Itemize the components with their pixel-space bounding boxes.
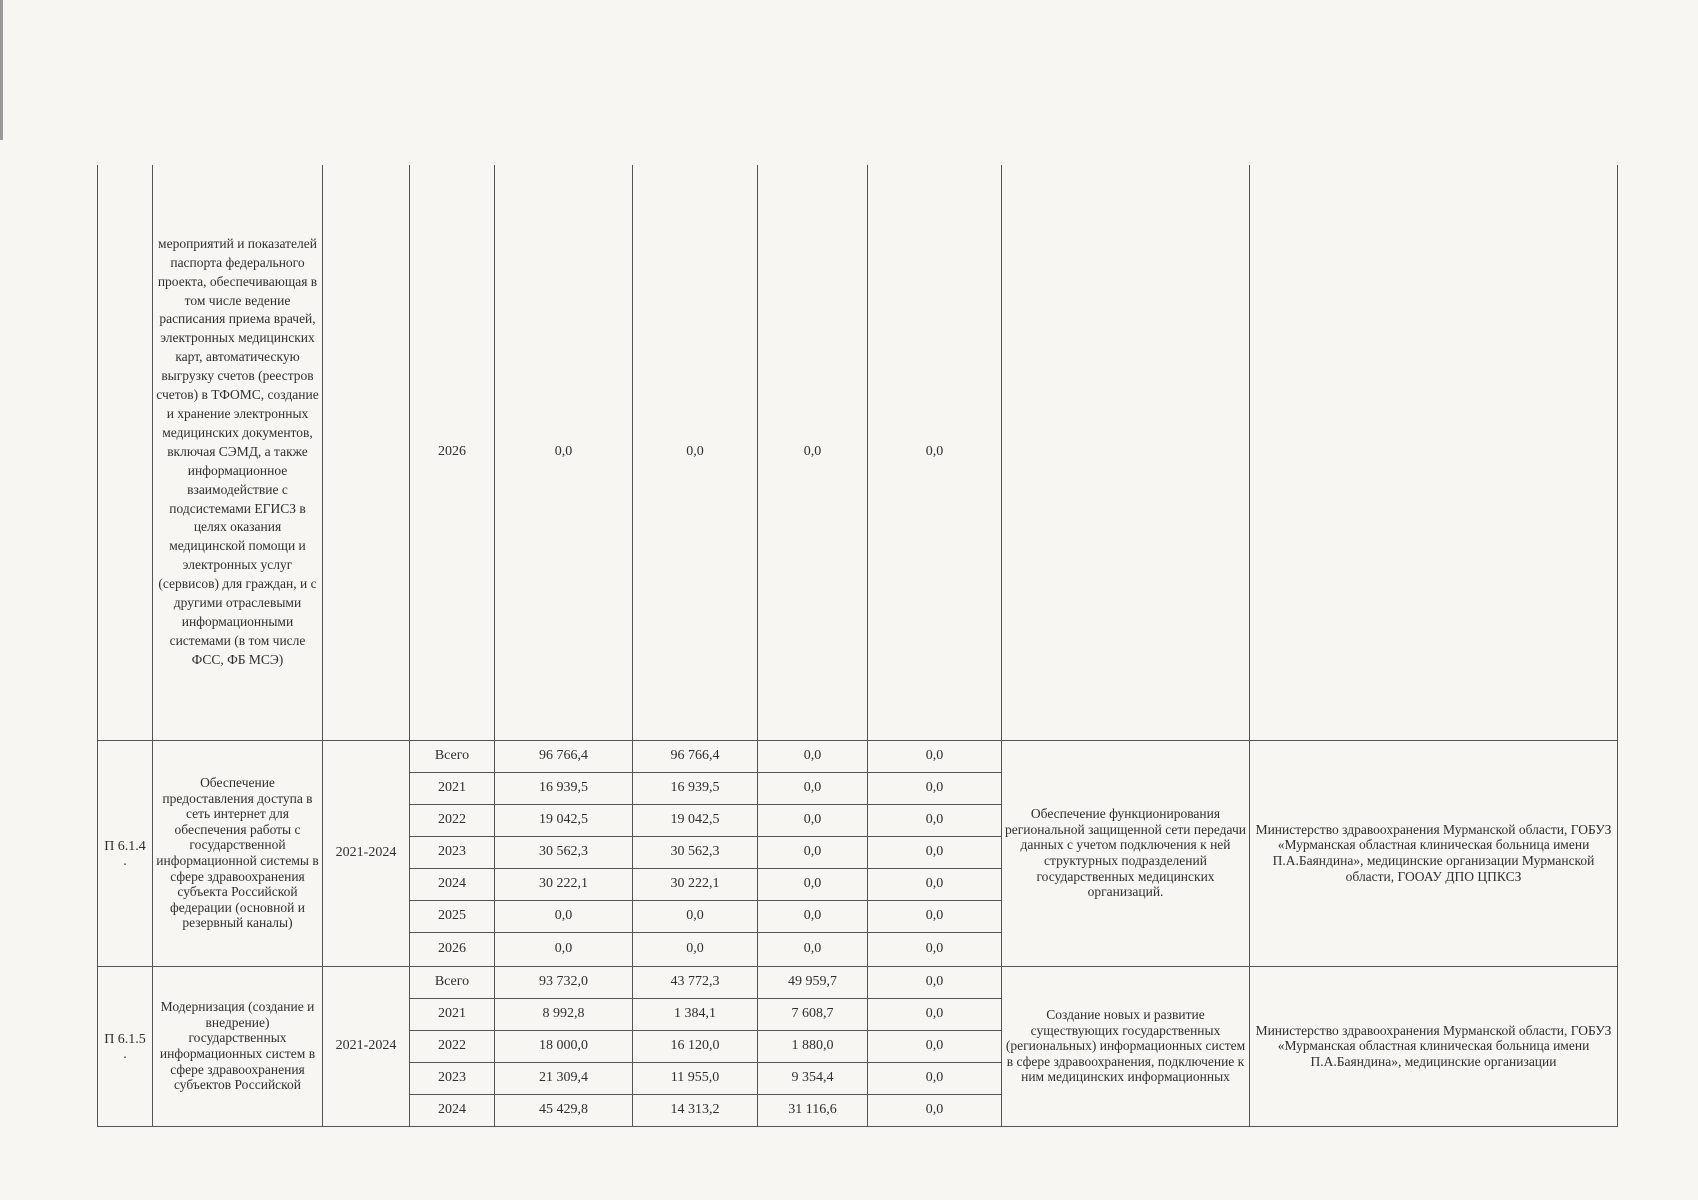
amount-total-cell: 19 042,5 (495, 804, 633, 836)
amount-col1-cell: 0,0 (633, 900, 758, 932)
measure-result-cell: Обеспечение функционирования региональной защищенной сети передачи данных с учетом подключения к ней структурных подразделений государственных медицинских организаций. (1002, 740, 1250, 966)
amount-col2-cell: 1 880,0 (758, 1030, 868, 1062)
amount-col2-cell: 9 354,4 (758, 1062, 868, 1094)
amount-col3-cell: 0,0 (868, 1030, 1002, 1062)
year-cell: Всего (410, 740, 495, 772)
amount-col1-cell: 11 955,0 (633, 1062, 758, 1094)
amount-total-cell: 30 222,1 (495, 868, 633, 900)
year-cell: Всего (410, 966, 495, 998)
year-cell: 2026 (410, 932, 495, 966)
document-sheet (97, 165, 1617, 1135)
amount-col1-cell: 16 120,0 (633, 1030, 758, 1062)
amount-col3-cell: 0,0 (868, 804, 1002, 836)
amount-total-cell: 96 766,4 (495, 740, 633, 772)
amount-col3-cell: 0,0 (868, 868, 1002, 900)
amount-col3-cell: 0,0 (868, 1062, 1002, 1094)
measure-name-cell: Модернизация (создание и внедрение) государственных информационных систем в сфере здравоохранения субъектов Российской (153, 966, 323, 1126)
code-dot: . (123, 854, 127, 869)
measure-code: П 6.1.5 (104, 1032, 146, 1047)
year-cell: 2025 (410, 900, 495, 932)
year-cell: 2026 (410, 165, 495, 740)
amount-col2-cell: 0,0 (758, 868, 868, 900)
amount-col3-cell: 0,0 (868, 1094, 1002, 1126)
executor-cell (1250, 165, 1618, 740)
code-cell (98, 165, 153, 740)
year-cell: 2022 (410, 804, 495, 836)
measure-result-cell: Создание новых и развитие существующих государственных (региональных) информационных систем в сфере здравоохранения, подключение к ним медицинских информационных (1002, 966, 1250, 1126)
amount-col3-cell: 0,0 (868, 900, 1002, 932)
code-dot: . (123, 1047, 127, 1062)
measure-executor-cell: Министерство здравоохранения Мурманской области, ГОБУЗ «Мурманская областная клиническая больница имени П.А.Баяндина», медицинские организации (1250, 966, 1618, 1126)
amount-col3-cell: 0,0 (868, 740, 1002, 772)
amount-col3-cell: 0,0 (868, 165, 1002, 740)
amount-total-cell: 93 732,0 (495, 966, 633, 998)
result-cell (1002, 165, 1250, 740)
amount-col1-cell: 30 562,3 (633, 836, 758, 868)
measure-code-cell (98, 740, 153, 966)
year-cell: 2021 (410, 772, 495, 804)
amount-total-cell: 21 309,4 (495, 1062, 633, 1094)
amount-col2-cell: 49 959,7 (758, 966, 868, 998)
measure-period-cell: 2021-2024 (323, 966, 410, 1126)
amount-col2-cell: 0,0 (758, 804, 868, 836)
year-cell: 2022 (410, 1030, 495, 1062)
amount-col1-cell: 1 384,1 (633, 998, 758, 1030)
amount-col1-cell: 16 939,5 (633, 772, 758, 804)
amount-col3-cell: 0,0 (868, 966, 1002, 998)
period-cell (323, 165, 410, 740)
measure-code: П 6.1.4 (104, 839, 146, 854)
amount-col1-cell: 19 042,5 (633, 804, 758, 836)
amount-col3-cell: 0,0 (868, 836, 1002, 868)
amount-col1-cell: 96 766,4 (633, 740, 758, 772)
amount-total-cell: 8 992,8 (495, 998, 633, 1030)
amount-col2-cell: 0,0 (758, 165, 868, 740)
amount-col1-cell: 14 313,2 (633, 1094, 758, 1126)
year-cell: 2023 (410, 836, 495, 868)
amount-total-cell: 16 939,5 (495, 772, 633, 804)
amount-col2-cell: 0,0 (758, 836, 868, 868)
amount-col1-cell: 43 772,3 (633, 966, 758, 998)
year-cell: 2023 (410, 1062, 495, 1094)
amount-col3-cell: 0,0 (868, 932, 1002, 966)
continuation-row (98, 165, 1618, 740)
measure-description-cell: мероприятий и показателей паспорта федерального проекта, обеспечивающая в том числе ведение расписания приема врачей, электронных медицинских карт, автоматическую выгрузку счетов (реестров счетов) в ТФОМС, создание и хранение электронных медицинских документов, включая СЭМД, а также информационное взаимодействие с подсистемами ЕГИСЗ в целях оказания медицинской помощи и электронных услуг (сервисов) для граждан, и с другими отраслевыми информационными системами (в том числе ФСС, ФБ МСЭ) (153, 165, 323, 740)
amount-total-cell: 0,0 (495, 932, 633, 966)
amount-col2-cell: 0,0 (758, 772, 868, 804)
amount-total-cell: 30 562,3 (495, 836, 633, 868)
measure-executor-cell: Министерство здравоохранения Мурманской области, ГОБУЗ «Мурманская областная клиническая больница имени П.А.Баяндина», медицинские организации Мурманской области, ГООАУ ДПО ЦПКСЗ (1250, 740, 1618, 966)
table-row (98, 966, 1618, 998)
amount-col1-cell: 0,0 (633, 932, 758, 966)
amount-col2-cell: 0,0 (758, 740, 868, 772)
amount-col2-cell: 0,0 (758, 932, 868, 966)
year-cell: 2021 (410, 998, 495, 1030)
measure-code-cell (98, 966, 153, 1126)
amount-total-cell: 18 000,0 (495, 1030, 633, 1062)
measure-name-cell: Обеспечение предоставления доступа в сеть интернет для обеспечения работы с государственной информационной системы в сфере здравоохранения субъекта Российской федерации (основной и резервный каналы) (153, 740, 323, 966)
amount-total-cell: 45 429,8 (495, 1094, 633, 1126)
measure-period-cell: 2021-2024 (323, 740, 410, 966)
amount-total-cell: 0,0 (495, 900, 633, 932)
scan-edge-mark (0, 0, 3, 140)
amount-total-cell: 0,0 (495, 165, 633, 740)
amount-col1-cell: 30 222,1 (633, 868, 758, 900)
amount-col2-cell: 31 116,6 (758, 1094, 868, 1126)
amount-col1-cell: 0,0 (633, 165, 758, 740)
program-measures-table (97, 165, 1618, 1127)
year-cell: 2024 (410, 868, 495, 900)
amount-col3-cell: 0,0 (868, 772, 1002, 804)
amount-col2-cell: 0,0 (758, 900, 868, 932)
year-cell: 2024 (410, 1094, 495, 1126)
amount-col3-cell: 0,0 (868, 998, 1002, 1030)
amount-col2-cell: 7 608,7 (758, 998, 868, 1030)
table-row (98, 740, 1618, 772)
